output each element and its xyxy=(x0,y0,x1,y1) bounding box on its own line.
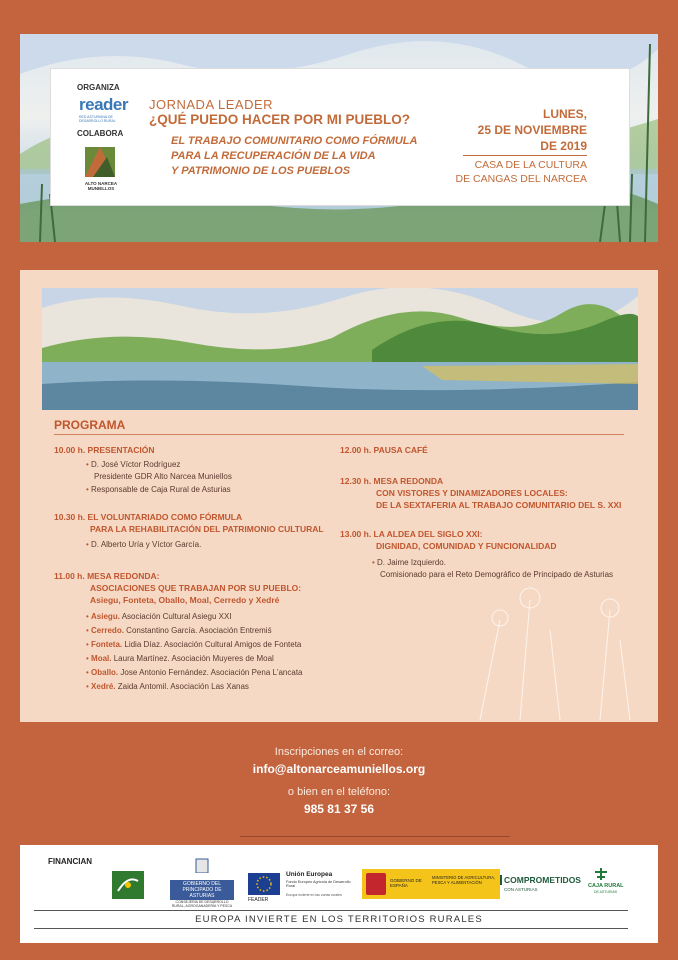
session-voluntariado: 10.30 h. EL VOLUNTARIADO COMO FÓRMULA xyxy=(54,512,243,522)
speaker-item: • D. José Víctor Rodríguez xyxy=(86,460,181,469)
list-item: • Cerredo. Constantino García. Asociación Entremiś xyxy=(86,626,272,635)
subtitle-line-2: PARA LA RECUPERACIÓN DE LA VIDA xyxy=(171,150,376,162)
comprometidos-sub: CON ASTURIAS xyxy=(504,887,538,892)
session-aldea: 13.00 h. LA ALDEA DEL SIGLO XXI: xyxy=(340,529,483,539)
program-divider xyxy=(54,434,624,435)
venue-line-2: DE CANGAS DEL NARCEA xyxy=(455,173,587,185)
session-voluntariado-line-2: PARA LA REHABILITACIÓN DEL PATRIMONIO CULTURAL xyxy=(90,524,324,534)
session-mesa-redonda-2: 12.30 h. MESA REDONDA xyxy=(340,476,444,486)
colabora-label: COLABORA xyxy=(77,129,124,138)
event-type: JORNADA LEADER xyxy=(149,97,274,112)
list-item: • Oballo. Jose Antonio Fernández. Asociación Pena L'ancata xyxy=(86,668,303,677)
list-item: • Fonteta. Lidia Díaz. Asociación Cultural Amigos de Fonteta xyxy=(86,640,302,649)
date-line-3: DE 2019 xyxy=(540,139,587,153)
gobierno-espana-logo: GOBIERNO DE ESPAÑA MINISTERIO DE AGRICULTURA, PESCA Y ALIMENTACIÓN xyxy=(362,869,500,899)
eu-flag-icon xyxy=(248,873,280,895)
ue-title: Unión Europea xyxy=(286,871,333,878)
footer-divider-top xyxy=(34,910,628,911)
session-mesa-redonda-2-line-2: CON VISTORES Y DINAMIZADORES LOCALES: xyxy=(376,488,568,498)
footer-slogan: EUROPA INVIERTE EN LOS TERRITORIOS RURALES xyxy=(195,914,483,925)
speaker-item: • D. Alberto Uría y Víctor García. xyxy=(86,540,202,549)
ue-subtitle: Fondo Europeo Agrícola de Desarrollo Rural xyxy=(286,880,351,888)
program-title: PROGRAMA xyxy=(54,418,126,432)
session-mesa-redonda-2-line-3: DE LA SEXTAFERIA AL TRABAJO COMUNITARIO DEL S. XXI xyxy=(376,500,622,510)
organiza-label: ORGANIZA xyxy=(77,83,120,92)
comprometidos-logo: COMPROMETIDOS xyxy=(500,875,581,885)
phone-label: o bien en el teléfono: xyxy=(287,786,391,798)
watercolor-landscape xyxy=(42,288,638,410)
coat-of-arms-icon xyxy=(366,873,386,895)
date-divider xyxy=(463,155,587,156)
header-card xyxy=(50,68,630,206)
alto-narcea-logo xyxy=(83,145,117,179)
gobierno-asturias-logo: GOBIERNO DEL PRINCIPADO DE ASTURIAS CONSEJERÍA DE DESARROLLO RURAL, AGROGANADERÍA Y PESCA xyxy=(170,857,234,908)
alto-narcea-logo-text: ALTO NARCEA MUNIELLOS xyxy=(84,181,118,191)
session-pausa-cafe: 12.00 h. PAUSA CAFÉ xyxy=(340,445,428,455)
speaker-role: Comisionado para el Reto Demográfico de Principado de Asturias xyxy=(380,570,614,579)
session-presentacion: 10.00 h. PRESENTACIÓN xyxy=(54,445,155,455)
subtitle-line-1: EL TRABAJO COMUNITARIO COMO FÓRMULA xyxy=(171,135,418,147)
program-panel xyxy=(20,270,658,722)
caja-rural-sub: DE ASTURIAS xyxy=(594,890,618,894)
speaker-item: • Responsable de Caja Rural de Asturias xyxy=(86,485,231,494)
speaker-item: • D. Jaime Izquierdo. xyxy=(372,558,446,567)
session-mesa-redonda-1: 11.00 h. MESA REDONDA: xyxy=(54,571,160,581)
event-question: ¿QUÉ PUEDO HACER POR MI PUEBLO? xyxy=(149,112,411,127)
caja-rural-logo: CAJA RURAL xyxy=(588,883,624,889)
list-item: • Moal. Laura Martínez. Asociación Muyeres de Moal xyxy=(86,654,274,663)
session-mesa-redonda-1-line-3: Asiegu, Fonteta, Oballo, Moal, Cerredo y Xedré xyxy=(90,595,280,605)
ue-subtitle-2: Europa invierte en las zonas rurales xyxy=(286,893,342,897)
email-link[interactable]: info@altonarceamuniellos.org xyxy=(252,762,426,776)
footer-divider-bottom xyxy=(34,928,628,929)
feader-label: FEADER xyxy=(248,897,269,903)
wildflower-decoration xyxy=(460,580,650,720)
date-line-2: 25 DE NOVIEMBRE xyxy=(477,123,587,137)
date-line-1: LUNES, xyxy=(542,107,587,121)
contact-divider xyxy=(240,836,510,837)
financian-label: FINANCIAN xyxy=(48,857,92,866)
session-aldea-line-2: DIGNIDAD, COMUNIDAD Y FUNCIONALIDAD xyxy=(376,541,557,551)
list-item: • Xedré. Zaida Antomil. Asociación Las Xanas xyxy=(86,682,249,691)
subtitle-line-3: Y PATRIMONIO DE LOS PUEBLOS xyxy=(171,165,351,177)
speaker-role: Presidente GDR Alto Narcea Muniellos xyxy=(94,472,232,481)
phone-number[interactable]: 985 81 37 56 xyxy=(303,802,375,816)
venue-line-1: CASA DE LA CULTURA xyxy=(474,159,587,171)
list-item: • Asiegu. Asociación Cultural Asiegu XXI xyxy=(86,612,232,621)
session-mesa-redonda-1-line-2: ASOCIACIONES QUE TRABAJAN POR SU PUEBLO: xyxy=(90,583,302,593)
reader-logo: reader RED ASTURIANA DE DESARROLLO RURAL xyxy=(79,95,128,123)
caja-rural-icon xyxy=(592,867,610,881)
email-label: Inscripciones en el correo: xyxy=(274,746,404,758)
leader-logo xyxy=(112,871,144,899)
